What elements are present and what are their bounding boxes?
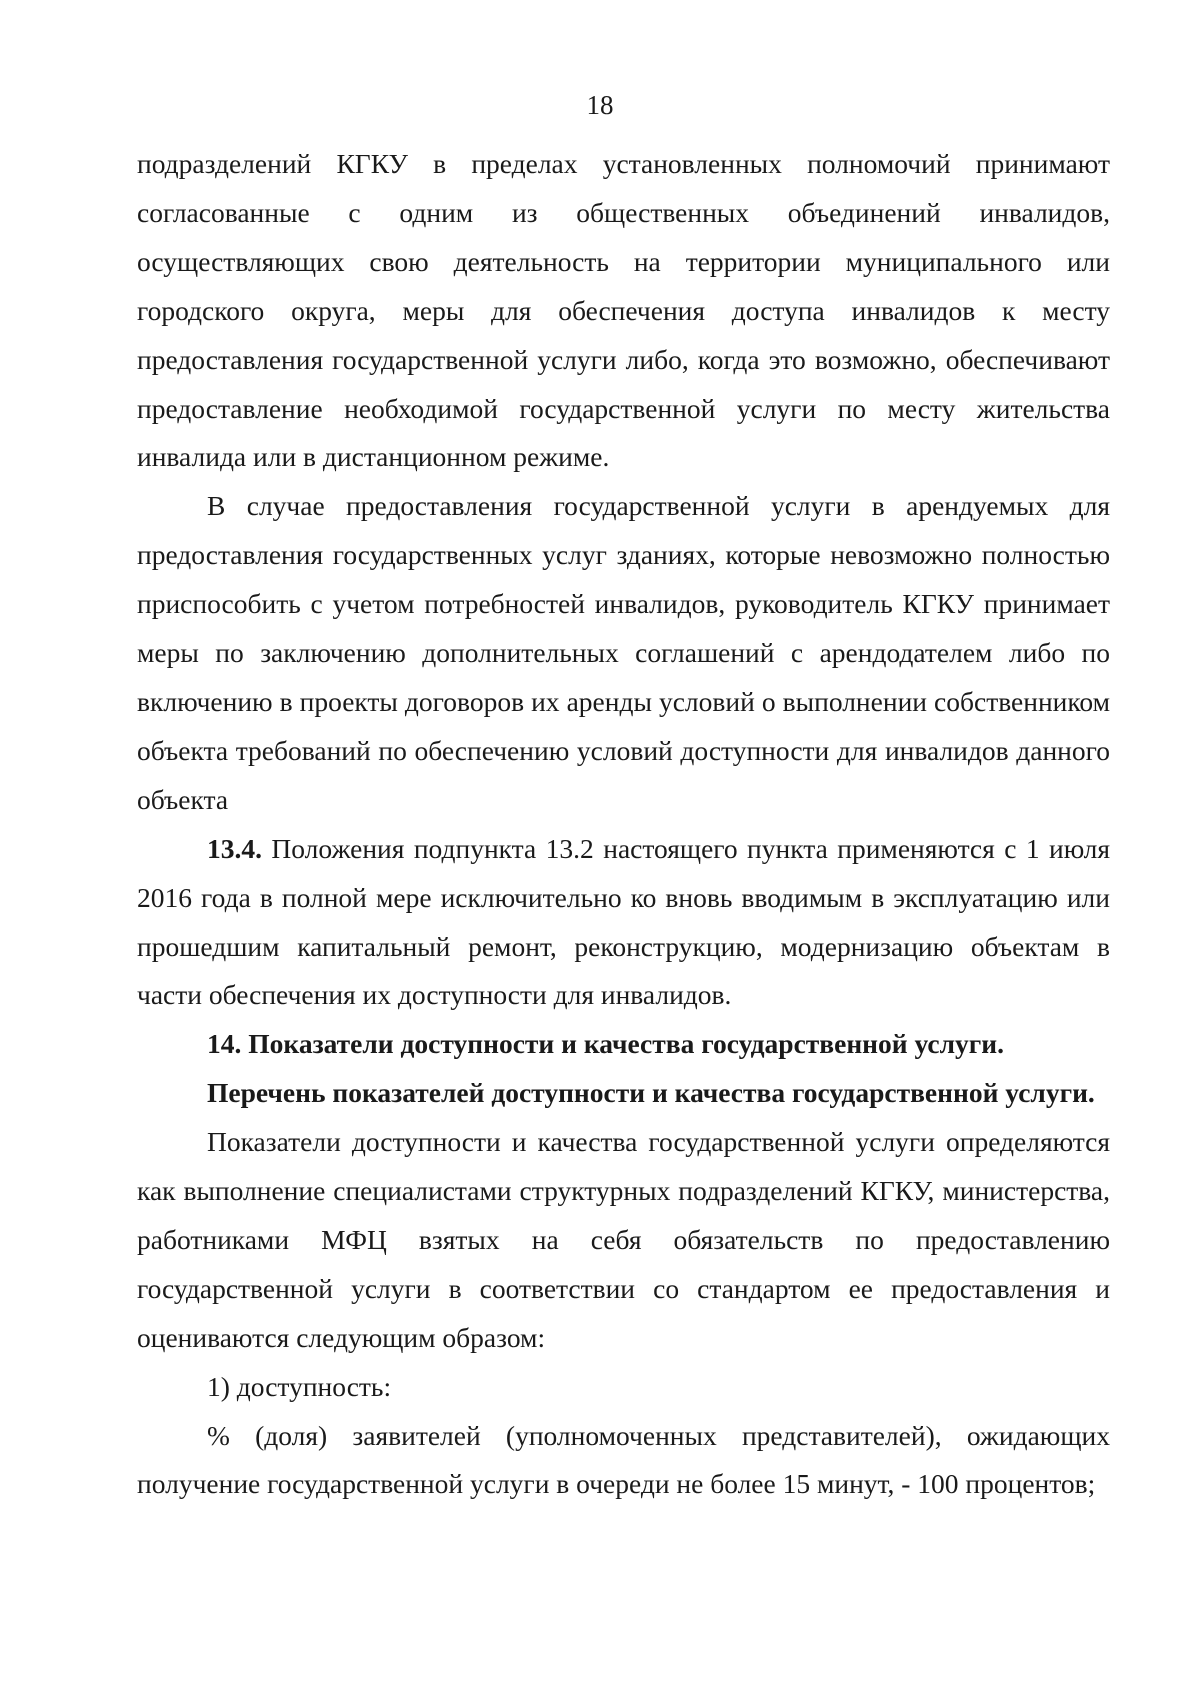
paragraph-indicators: Показатели доступности и качества государственной услуги определяются как выполнение специалистами структурных подразделений КГКУ, министерства, работниками МФЦ взятых на себя обязательств по предоставлению государственной услуги в соответствии со стандартом ее предоставления и оцениваются следующим образом: <box>137 1126 1110 1353</box>
paragraph-queue-share: % (доля) заявителей (уполномоченных представителей), ожидающих получение государственной услуги в очереди не более 15 минут, - 100 процентов; <box>137 1419 1110 1500</box>
paragraph-continuation: подразделений КГКУ в пределах установленных полномочий принимают согласованные с одним из общественных объединений инвалидов, осуществляющих свою деятельность на территории муниципального или городского округа, меры для обеспечения доступа инвалидов к месту предоставления государственной услуги либо, когда это возможно, обеспечивают предоставление необходимой государственной услуги по месту жительства инвалида или в дистанционном режиме. <box>137 148 1110 473</box>
paragraph-lease: В случае предоставления государственной услуги в арендуемых для предоставления государственных услуг зданиях, которые невозможно полностью приспособить с учетом потребностей инвалидов, руководитель КГКУ принимает меры по заключению дополнительных соглашений с арендодателем либо по включению в проекты договоров их аренды условий о выполнении собственником объекта требований по обеспечению условий доступности для инвалидов данного объекта <box>137 490 1110 815</box>
clause-number: 13.4. <box>207 832 262 864</box>
clause-text: Положения подпункта 13.2 настоящего пункта применяются с 1 июля 2016 года в полной мере исключительно ко вновь вводимым в эксплуатацию или прошедшим капитальный ремонт, реконструкцию, модернизацию объектам в части обеспечения их доступности для инвалидов. <box>137 832 1110 1011</box>
section-heading-14: 14. Показатели доступности и качества государственной услуги. <box>207 1028 1004 1060</box>
subsection-heading: Перечень показателей доступности и качества государственной услуги. <box>207 1077 1095 1109</box>
paragraph-13-4 <box>137 825 1110 1021</box>
list-item-accessibility: 1) доступность: <box>207 1370 392 1402</box>
document-body <box>137 140 1110 1509</box>
page-number: 18 <box>586 90 614 120</box>
